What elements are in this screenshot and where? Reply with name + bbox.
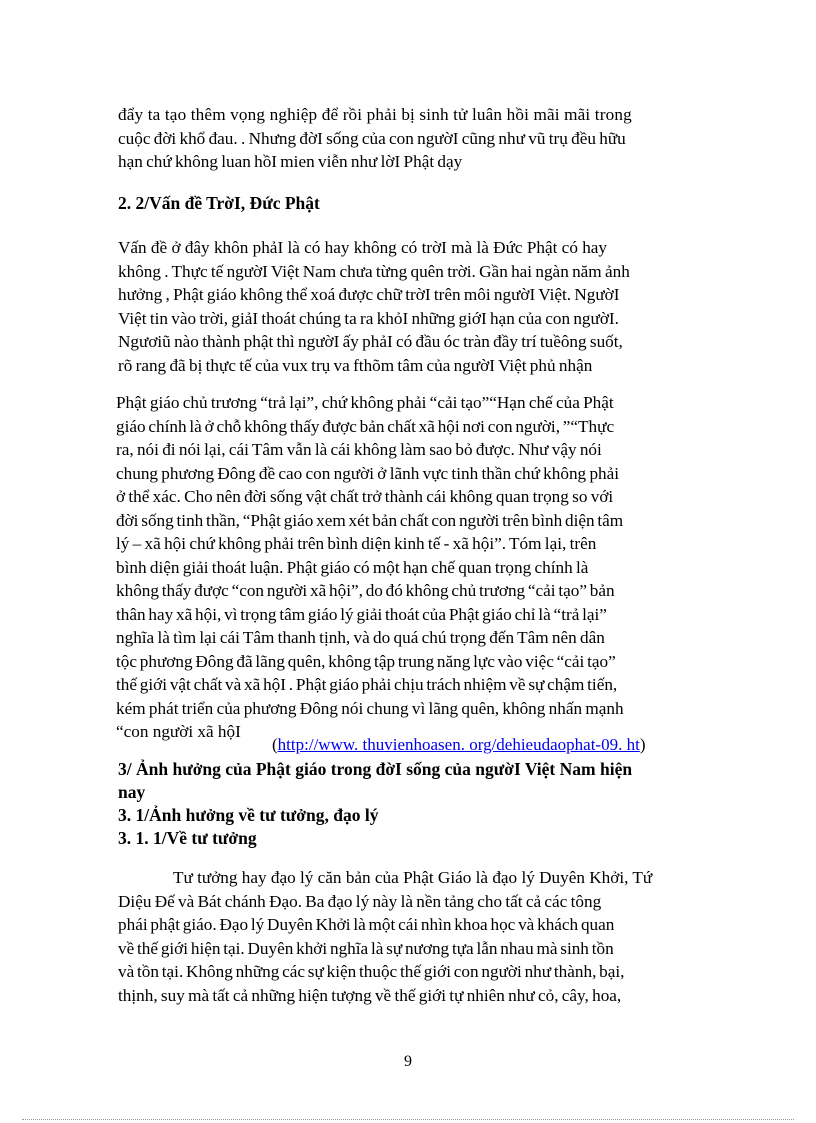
text-line: Tư tưởng hay đạo lý căn bản của Phật Giáo là đạo lý Duyên Khởi, Tứ	[173, 868, 653, 887]
text-line: thế giới vật chất và xã hộI . Phật giáo phải chịu trách nhiệm về sự chậm tiến,	[116, 675, 618, 694]
text-line: về thế giới hiện tại. Duyên khởi nghĩa là sự nương tựa lẫn nhau mà sinh tồn	[118, 938, 614, 958]
paragraph-tu-tuong	[118, 866, 698, 1007]
text-line: nghĩa là tìm lại cái Tâm thanh tịnh, và do quá chú trọng đến Tâm nên dân	[116, 628, 605, 647]
text-line: bình diện giải thoát luận. Phật giáo có một hạn chế quan trọng chính là	[116, 557, 589, 577]
text-line: Ngươiũ nào thành phật thì ngườI ấy phảI có đầu óc tràn đầy trí tuềông suốt,	[118, 332, 623, 351]
section-heading-2-2: 2. 2/Vấn đề TrờI, Đức Phật	[118, 193, 320, 213]
text-line: thân hay xã hội, vì trọng tâm giáo lý giải thoát của Phật giáo chỉ là “trả lại”	[116, 604, 607, 624]
text-line: Phật giáo chủ trương “trả lại”, chứ không phải “cải tạo”“Hạn chế của Phật	[116, 393, 614, 412]
paragraph-tra-lai-cai-tao	[116, 391, 698, 744]
page-number: 9	[404, 1053, 412, 1070]
text-line: không . Thực tế ngườI Việt Nam chưa từng quên trời. Gần hai ngàn năm ảnh	[118, 261, 630, 281]
text-line: Vấn đề ở đây khôn phảI là có hay không có trờI mà là Đức Phật có hay	[118, 238, 608, 257]
text-line: rõ rang đã bị thực tế của vux trụ va fthõm tâm của ngườI Việt phủ nhận	[118, 355, 593, 375]
text-line: hạn chứ không luan hồI mien viễn như lờI Phật dạy	[118, 152, 463, 171]
text-line: giáo chính là ở chỗ không thấy được bản chất xã hội nơi con người, ”“Thực	[116, 416, 615, 436]
heading-line: nay	[118, 782, 146, 802]
text-line: đời sống tinh thần, “Phật giáo xem xét bản chất con người trên bình diện tâm	[116, 510, 624, 530]
text-line: hưởng , Phật giáo không thể xoá được chữ trờI trên môi ngườI Việt. NgườI	[118, 285, 620, 304]
text-line: cuộc đời khổ đau. . Nhưng đờI sống của con ngườI cũng như vũ trụ đều hữu	[118, 128, 626, 148]
text-line: Diệu Đế và Bát chánh Đạo. Ba đạo lý này là nền tảng cho tất cả các tông	[118, 891, 602, 911]
text-line: tộc phương Đông đã lãng quên, không tập trung năng lực vào việc “cải tạo”	[116, 651, 616, 671]
text-line: kém phát triển của phương Đông nói chung vì lãng quên, không nhấn mạnh	[116, 698, 624, 718]
source-link[interactable]: http://www. thuvienhoasen. org/dehieudaophat-09. ht	[277, 735, 640, 754]
citation-open-paren: (	[272, 735, 278, 754]
text-line: lý – xã hội chứ không phải trên bình diện kinh tế - xã hội”. Tóm lại, trên	[116, 534, 597, 553]
text-line: Việt tin vào trời, giảI thoát chúng ta ra khỏI những giớI hạn của con ngườI.	[118, 308, 619, 328]
source-citation	[272, 734, 645, 756]
text-line: và tồn tại. Không những các sự kiện thuộc thế giới con người như thành, bại,	[118, 962, 625, 981]
paragraph-continuation	[118, 103, 698, 174]
section-heading-3	[118, 758, 632, 804]
paragraph-troi-duc-phat	[118, 236, 698, 377]
page-bottom-border	[22, 1119, 794, 1120]
text-line: đẩy ta tạo thêm vọng nghiệp để rồi phải bị sinh tử luân hồi mãi mãi trong	[118, 105, 632, 124]
text-line: “con người xã hộI	[116, 722, 241, 741]
section-heading-3-1: 3. 1/Ảnh hưởng về tư tưởng, đạo lý	[118, 805, 379, 825]
text-line: chung phương Đông đề cao con người ở lãnh vực tinh thần chứ không phải	[116, 463, 620, 483]
text-line: ra, nói đi nói lại, cái Tâm vẫn là cái không làm sao bỏ được. Như vậy nói	[116, 440, 602, 459]
section-heading-3-1-1: 3. 1. 1/Về tư tưởng	[118, 828, 257, 848]
heading-line: 3/ Ảnh hưởng của Phật giáo trong đờI sống của ngườI Việt Nam hiện	[118, 759, 633, 779]
citation-close-paren: )	[639, 735, 646, 754]
text-line: không thấy được “con người xã hội”, do đó không chủ trương “cải tạo” bản	[116, 581, 615, 600]
text-line: phái phật giáo. Đạo lý Duyên Khởi là một cái nhìn khoa học và khách quan	[118, 915, 615, 934]
text-line: ở thể xác. Cho nên đời sống vật chất trở thành cái không quan trọng so với	[116, 487, 614, 506]
text-line: thịnh, suy mà tất cả những hiện tượng về thế giới tự nhiên như cỏ, cây, hoa,	[118, 985, 622, 1005]
